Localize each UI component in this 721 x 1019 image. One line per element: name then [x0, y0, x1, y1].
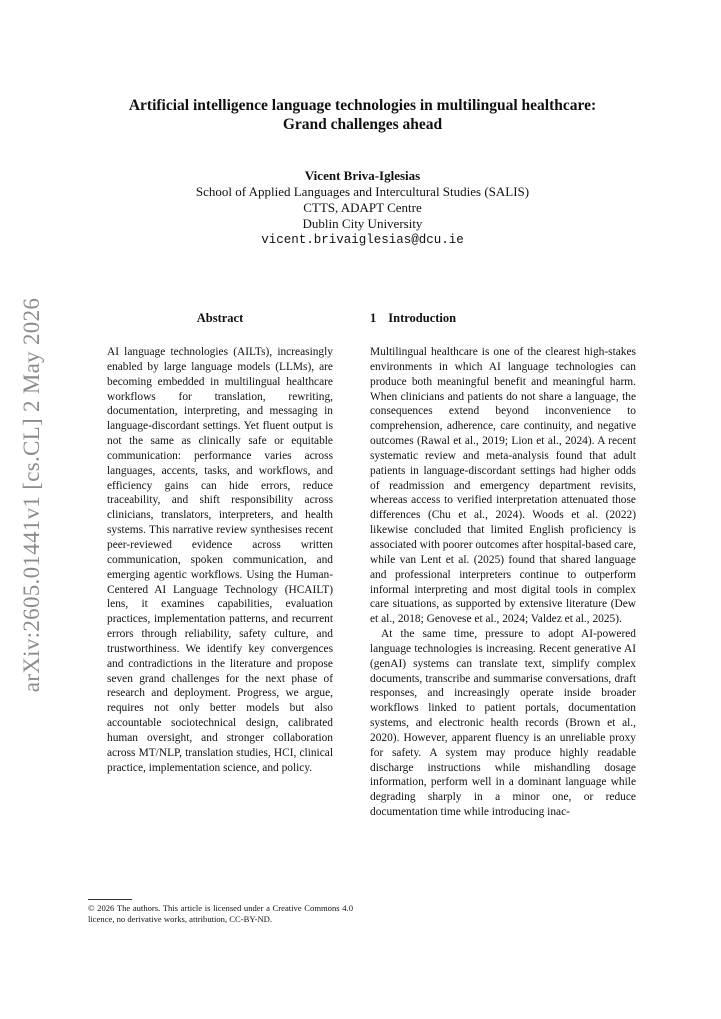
introduction-paragraph-1: Multilingual healthcare is one of the clearest high-stakes environments in which AI language technologies can produce both meaningful benefit and meaningful harm. When clinicians and patients do not share a language, the consequences extend beyond inconvenience to comprehension, adherence, care continuity, and negative outcomes (Rawal et al., 2019; Lion et al., 2024). A recent systematic review and meta-analysis found that adult patients in language-discordant settings had higher odds of readmission and emergency department revisits, whereas access to verified interpretation attenuated those differences (Chu et al., 2024). Woods et al. (2022) likewise concluded that limited English proficiency is associated with poorer outcomes after hospital-based care, while van Lent et al. (2025) found that shared language and professional interpreters continue to outperform informal interpreting and most digital tools in complex care situations, as supported by extensive literature (Dew et al., 2018; Genovese et al., 2024; Valdez et al., 2025). — [370, 346, 636, 626]
license-footnote: © 2026 The authors. This article is licensed under a Creative Commons 4.0 licence, no derivative works, attribution, CC-BY-ND. — [88, 903, 353, 924]
section-title: Introduction — [388, 311, 457, 325]
introduction-column — [370, 345, 636, 820]
abstract-heading: Abstract — [196, 311, 244, 325]
paper-title — [80, 96, 645, 134]
author-affiliation-1: School of Applied Languages and Intercultural Studies (SALIS) — [195, 184, 530, 199]
footnote-rule — [88, 899, 132, 900]
author-email[interactable]: vicent.brivaiglesias@dcu.ie — [261, 233, 464, 247]
abstract-text: AI language technologies (AILTs), increasingly enabled by large language models (LLMs), are becoming embedded in multilingual healthcare workflows for translation, rewriting, documentation, interpreting, and messaging in language-discordant settings. Yet fluent output is not the same as clinically safe or equitable communication: performance varies across languages, accents, tasks, and workflows, and efficiency gains can hide errors, reduce traceability, and shift responsibility across clinicians, translators, interpreters, and health systems. This narrative review synthesises recent peer-reviewed evidence across written communication, spoken communication, and emerging agentic workflows. Using the Human-Centered AI Language Technology (HCAILT) lens, it examines capabilities, evaluation practices, implementation patterns, and recurrent errors through reliability, safety culture, and trustworthiness. We identify key convergences and contradictions in the literature and propose seven grand challenges for the next phase of research and deployment. Progress, we argue, requires not only better models but also accountable sociotechnical design, calibrated human oversight, and stronger collaboration across MT/NLP, translation studies, HCI, clinical practice, implementation science, and policy. — [107, 346, 333, 774]
arxiv-sidebar — [14, 297, 50, 693]
introduction-paragraph-2: At the same time, pressure to adopt AI-powered language technologies is increasing. Recent generative AI (genAI) systems can translate text, simplify complex documents, transcribe and summarise conversations, draft responses, and increasingly operate inside broader workflows linked to patient portals, documentation systems, and electronic health records (Brown et al., 2020). However, apparent fluency is an unreliable proxy for safety. A system may produce highly readable discharge instructions while mishandling dosage information, perform well in a dominant language while degrading sharply in a minor one, or reduce documentation time while introducing inac- — [370, 628, 636, 819]
section-number: 1 — [370, 311, 377, 325]
abstract-column — [107, 345, 373, 775]
author-affiliation-3: Dublin City University — [302, 216, 423, 231]
introduction-heading — [370, 311, 456, 326]
arxiv-identifier: arXiv:2605.01441v1 [cs.CL] 2 May 2026 — [19, 297, 44, 693]
author-block — [130, 168, 595, 248]
title-line-2: Grand challenges ahead — [282, 116, 443, 133]
title-line-1: Artificial intelligence language technologies in multilingual healthcare: — [128, 97, 597, 114]
author-affiliation-2: CTTS, ADAPT Centre — [303, 200, 422, 215]
author-name: Vicent Briva-Iglesias — [304, 168, 421, 183]
